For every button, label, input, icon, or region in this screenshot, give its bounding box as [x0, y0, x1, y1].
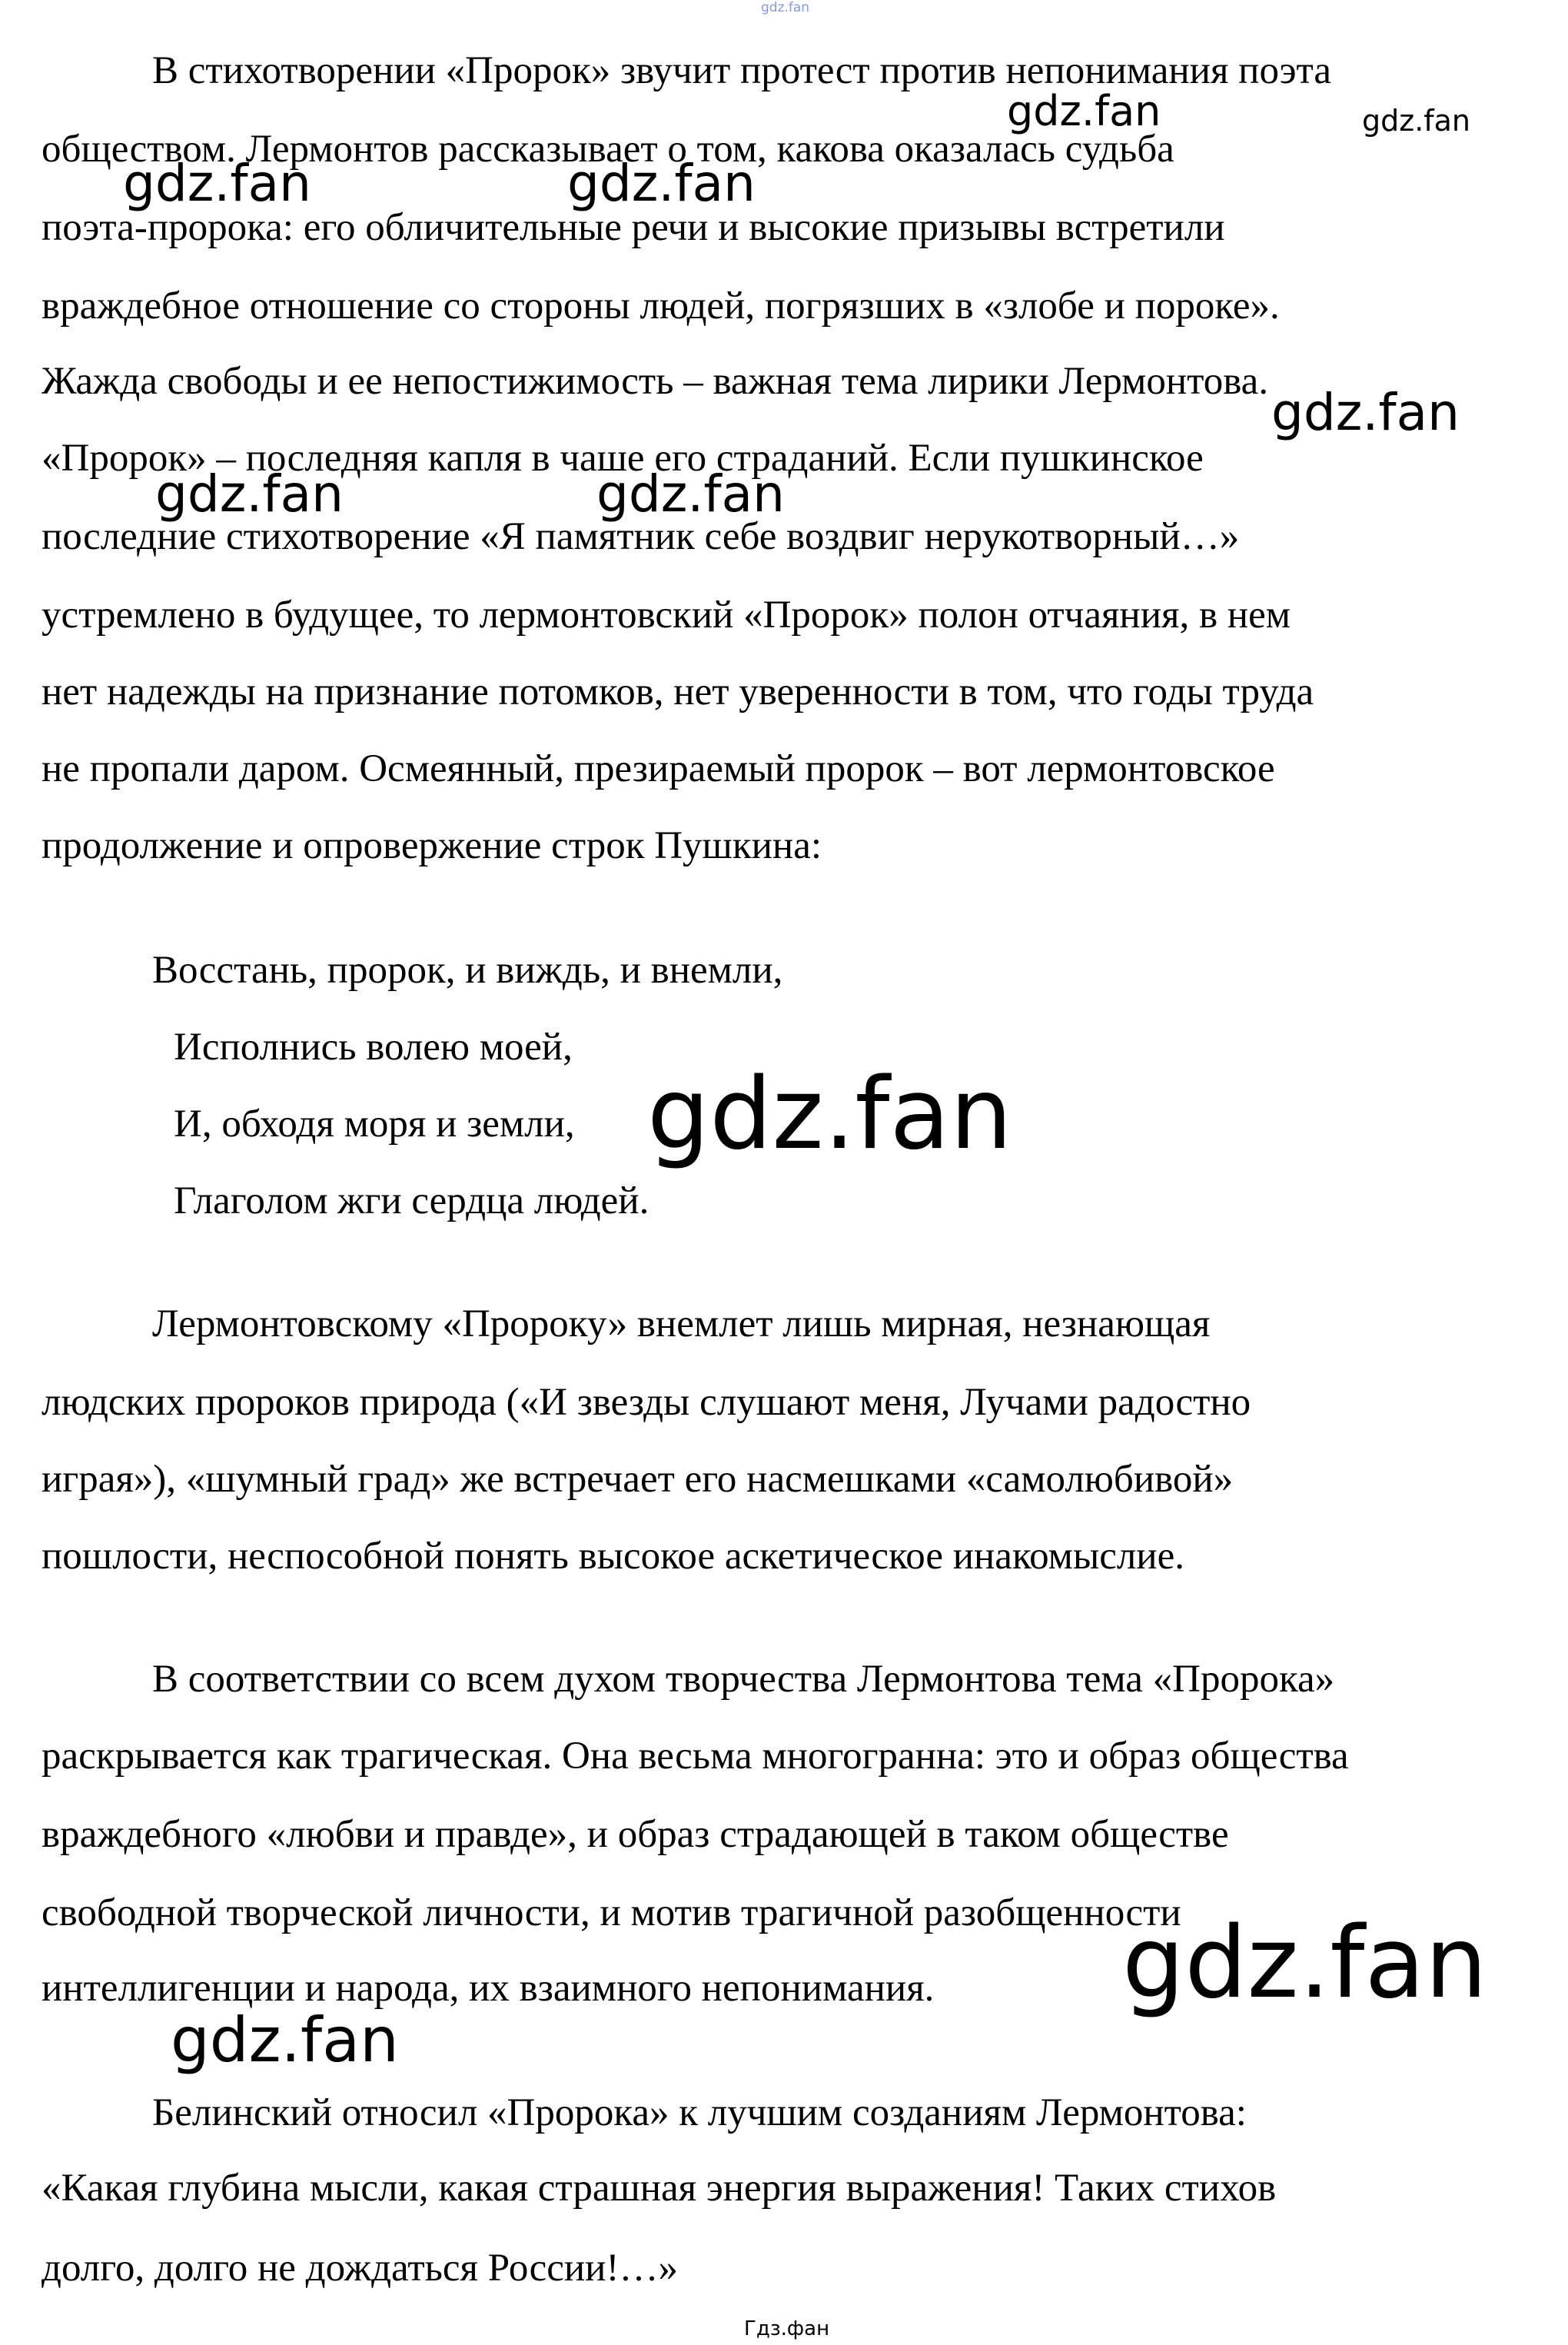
paragraph-4-line: Белинский относил «Пророка» к лучшим созданиям Лермонтова: [152, 2091, 1247, 2134]
watermark: gdz.fan [596, 464, 785, 524]
footer-watermark: Гдз.фан [744, 2317, 830, 2340]
watermark: gdz.fan [647, 1057, 1012, 1172]
paragraph-1-line: устремлено в будущее, то лермонтовский «Пророк» полон отчаяния, в нем [42, 594, 1291, 637]
paragraph-2-line: играя»), «шумный град» же встречает его насмешками «самолюбивой» [42, 1458, 1234, 1501]
paragraph-3-line: свободной творческой личности, и мотив трагичной разобщенности [42, 1891, 1181, 1934]
paragraph-1-line: обществом. Лермонтов рассказывает о том, какова оказалась судьба [42, 128, 1174, 171]
paragraph-1-line: продолжение и опровержение строк Пушкина: [42, 824, 822, 867]
paragraph-4-line: «Какая глубина мысли, какая страшная энергия выражения! Таких стихов [42, 2167, 1277, 2210]
watermark: gdz.fan [155, 464, 344, 524]
watermark: gdz.fan [1122, 1906, 1487, 2021]
watermark-top: gdz.fan [761, 0, 810, 15]
watermark: gdz.fan [567, 154, 756, 213]
paragraph-1-line: В стихотворении «Пророк» звучит протест против непонимания поэта [152, 49, 1332, 92]
watermark: gdz.fan [123, 154, 311, 213]
paragraph-1-line: не пропали даром. Осмеянный, презираемый пророк – вот лермонтовское [42, 747, 1275, 790]
paragraph-2-line: пошлости, неспособной понять высокое аскетическое инакомыслие. [42, 1535, 1184, 1578]
watermark: gdz.fan [1271, 383, 1460, 442]
verse-line: Восстань, пророк, и виждь, и внемли, [152, 949, 783, 992]
paragraph-4-line: долго, долго не дождаться России!…» [42, 2247, 678, 2290]
paragraph-3-line: враждебного «любви и правде», и образ страдающей в таком обществе [42, 1813, 1229, 1856]
paragraph-1-line: нет надежды на признание потомков, нет уверенности в том, что годы труда [42, 670, 1314, 713]
paragraph-3-line: В соответствии со всем духом творчества Лермонтова тема «Пророка» [152, 1658, 1335, 1701]
paragraph-3-line: интеллигенции и народа, их взаимного непонимания. [42, 1967, 935, 2010]
paragraph-2-line: Лермонтовскому «Пророку» внемлет лишь мирная, незнающая [152, 1302, 1211, 1345]
verse-line: И, обходя моря и земли, [174, 1103, 575, 1146]
watermark: gdz.fan [171, 2004, 399, 2076]
verse-line: Глаголом жги сердца людей. [174, 1179, 649, 1222]
watermark: gdz.fan [1007, 87, 1161, 135]
paragraph-1-line: последние стихотворение «Я памятник себе воздвиг нерукотворный…» [42, 515, 1240, 558]
paragraph-1-line: Жажда свободы и ее непостижимость – важная тема лирики Лермонтова. [42, 360, 1269, 403]
verse-line: Исполнись волею моей, [174, 1026, 573, 1069]
paragraph-2-line: людских пророков природа («И звезды слушают меня, Лучами радостно [42, 1381, 1251, 1424]
paragraph-1-line: поэта-пророка: его обличительные речи и высокие призывы встретили [42, 206, 1225, 249]
paragraph-3-line: раскрывается как трагическая. Она весьма многогранна: это и образ общества [42, 1735, 1349, 1778]
paragraph-1-line: «Пророк» – последняя капля в чаше его страданий. Если пушкинское [42, 437, 1204, 480]
paragraph-1-line: враждебное отношение со стороны людей, погрязших в «злобе и пороке». [42, 284, 1280, 328]
watermark: gdz.fan [1362, 104, 1471, 138]
